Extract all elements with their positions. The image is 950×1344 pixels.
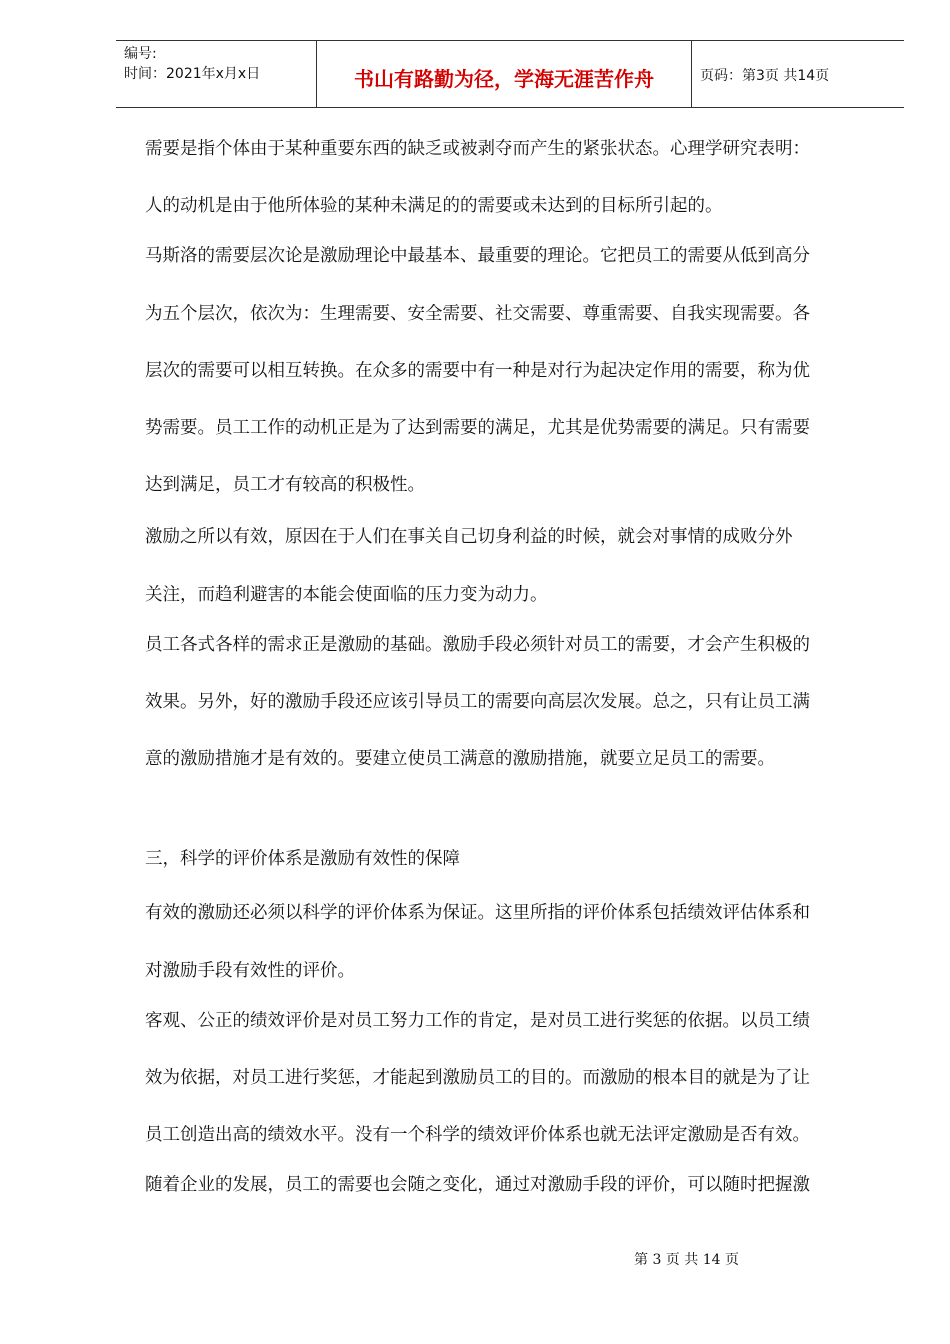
body-line: 意的激励措施才是有效的。要建立使员工满意的激励措施，就要立足员工的需要。	[145, 749, 775, 769]
page-header	[116, 40, 904, 108]
body-line: 员工创造出高的绩效水平。没有一个科学的绩效评价体系也就无法评定激励是否有效。	[145, 1125, 810, 1145]
body-line: 有效的激励还必须以科学的评价体系为保证。这里所指的评价体系包括绩效评估体系和	[145, 903, 810, 923]
header-number-label: 编号:	[124, 46, 157, 62]
body-line: 效为依据，对员工进行奖惩，才能起到激励员工的目的。而激励的根本目的就是为了让	[145, 1068, 810, 1088]
body-line: 层次的需要可以相互转换。在众多的需要中有一种是对行为起决定作用的需要，称为优	[145, 361, 810, 381]
body-line: 效果。另外，好的激励手段还应该引导员工的需要向高层次发展。总之，只有让员工满	[145, 692, 810, 712]
body-line: 达到满足，员工才有较高的积极性。	[145, 475, 425, 495]
section-heading: 三，科学的评价体系是激励有效性的保障	[145, 849, 460, 869]
page-footer: 第 3 页 共 14 页	[634, 1252, 739, 1268]
body-line: 马斯洛的需要层次论是激励理论中最基本、最重要的理论。它把员工的需要从低到高分	[145, 246, 810, 266]
body-line: 随着企业的发展，员工的需要也会随之变化，通过对激励手段的评价，可以随时把握激	[145, 1175, 810, 1195]
body-line: 需要是指个体由于某种重要东西的缺乏或被剥夺而产生的紧张状态。心理学研究表明：	[145, 139, 810, 159]
header-meta-cell	[116, 41, 316, 107]
body-line: 客观、公正的绩效评价是对员工努力工作的肯定，是对员工进行奖惩的依据。以员工绩	[145, 1011, 810, 1031]
body-line: 对激励手段有效性的评价。	[145, 961, 355, 981]
header-page-cell	[690, 41, 904, 107]
header-time-label: 时间：2021年x月x日	[124, 66, 261, 82]
header-page-info: 页码：第3页 共14页	[700, 68, 830, 84]
body-line: 人的动机是由于他所体验的某种未满足的的需要或未达到的目标所引起的。	[145, 196, 723, 216]
header-motto-cell	[316, 41, 692, 107]
body-line: 势需要。员工工作的动机正是为了达到需要的满足，尤其是优势需要的满足。只有需要	[145, 418, 810, 438]
header-motto: 书山有路勤为径，学海无涯苦作舟	[354, 67, 654, 91]
body-line: 激励之所以有效，原因在于人们在事关自己切身利益的时候，就会对事情的成败分外	[145, 527, 793, 547]
body-line: 为五个层次，依次为：生理需要、安全需要、社交需要、尊重需要、自我实现需要。各	[145, 304, 810, 324]
body-line: 关注，而趋利避害的本能会使面临的压力变为动力。	[145, 585, 548, 605]
body-line: 员工各式各样的需求正是激励的基础。激励手段必须针对员工的需要，才会产生积极的	[145, 635, 810, 655]
